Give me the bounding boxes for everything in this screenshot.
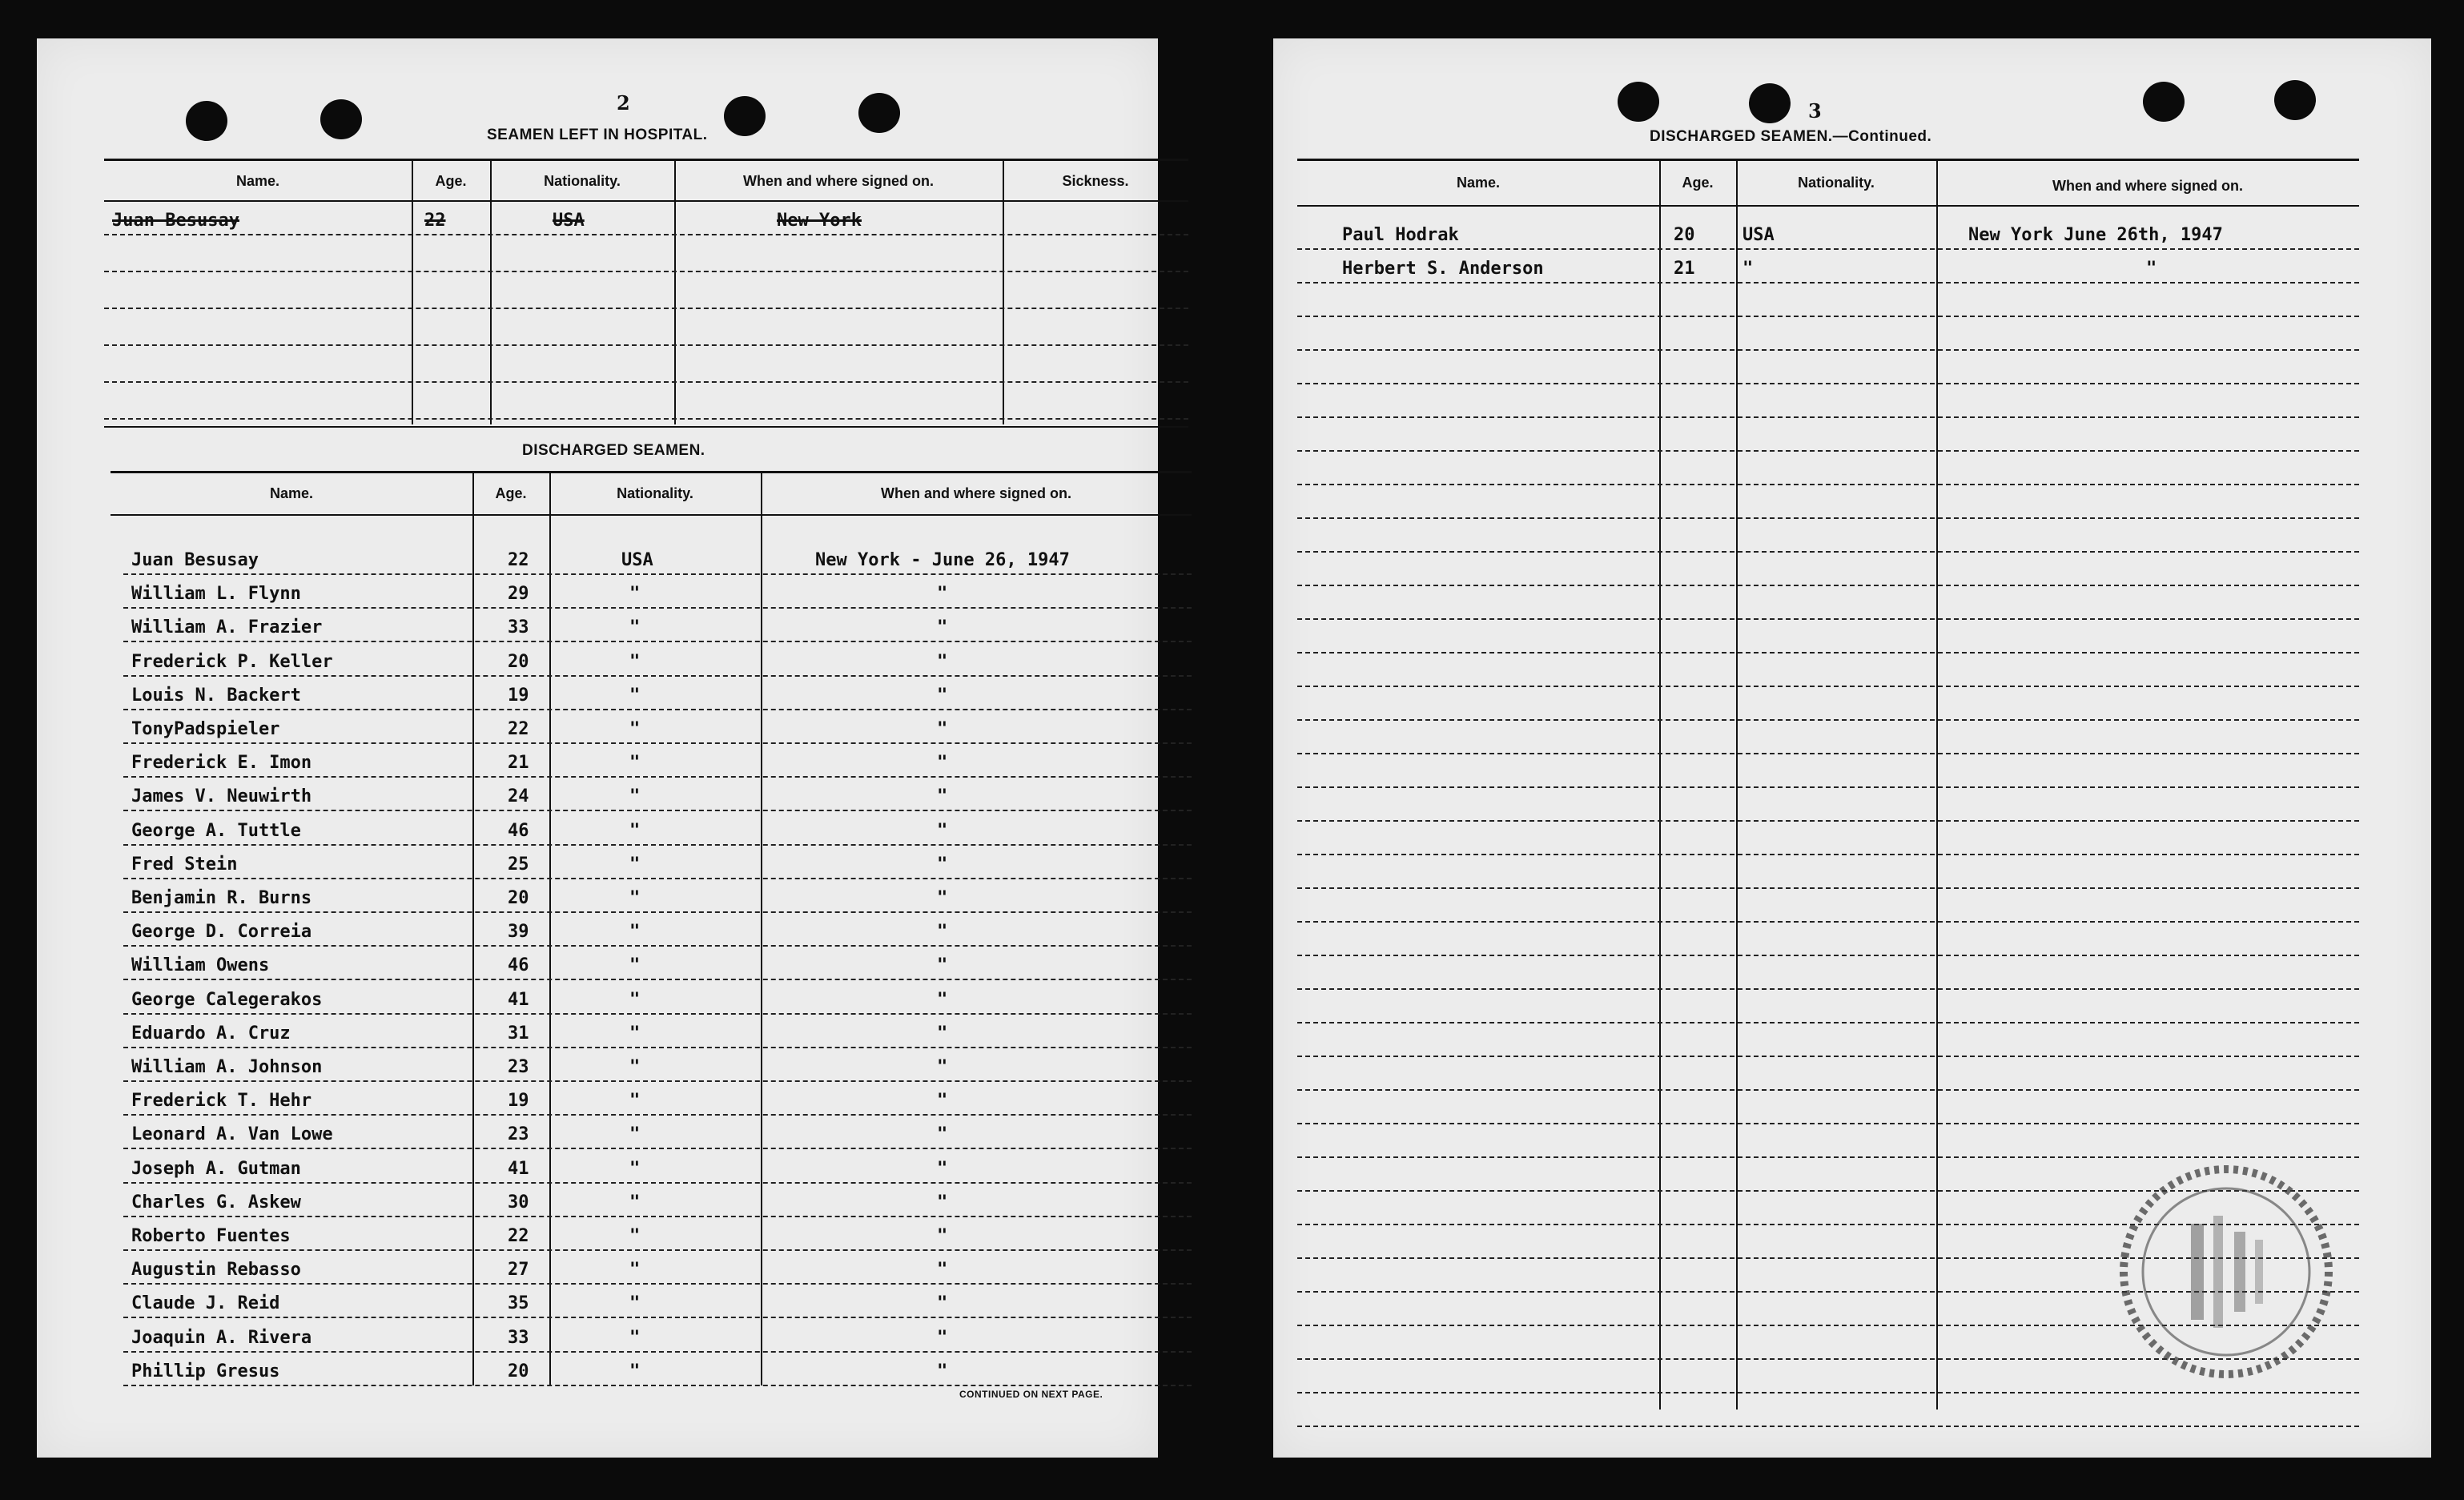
table-row (104, 275, 1188, 309)
table-row (123, 1285, 1192, 1318)
table-row (123, 812, 1192, 846)
seaman-name: Claude J. Reid (131, 1293, 280, 1314)
table-row (123, 1319, 1192, 1353)
seaman-nationality: " (629, 1091, 641, 1112)
seaman-name: Juan Besusay (131, 550, 259, 570)
seaman-nationality: " (629, 989, 641, 1010)
seaman-name: Paul Hodrak (1342, 225, 1459, 245)
seaman-name: Phillip Gresus (131, 1361, 280, 1381)
signed-on: New York (777, 211, 862, 231)
seaman-nationality: " (629, 753, 641, 774)
table-row (123, 643, 1192, 677)
dashed-rule (123, 1385, 1192, 1386)
signed-on: " (937, 719, 948, 739)
seaman-age: 20 (1674, 225, 1695, 245)
seaman-name: Louis N. Backert (131, 685, 301, 706)
punch-hole (320, 99, 362, 139)
signed-on: " (2146, 259, 2157, 279)
dashed-rule (104, 418, 1188, 420)
seaman-age: 20 (508, 888, 529, 908)
seaman-name: Benjamin R. Burns (131, 888, 312, 908)
seaman-name: Augustin Rebasso (131, 1260, 301, 1281)
table-row (123, 981, 1192, 1015)
table-row (123, 710, 1192, 744)
round-stamp-icon (2114, 1160, 2338, 1384)
page-number: 2 (617, 91, 630, 115)
table-rule (111, 514, 1192, 516)
seaman-name: William A. Johnson (131, 1057, 323, 1077)
blank-row (1297, 284, 2359, 317)
seaman-name: Eduardo A. Cruz (131, 1023, 291, 1044)
blank-row (1297, 1057, 2359, 1091)
seaman-nationality: USA (1742, 225, 1775, 245)
seaman-name: Herbert S. Anderson (1342, 259, 1544, 279)
table-row (123, 744, 1192, 778)
seaman-nationality: " (1742, 259, 1754, 279)
table-row (104, 349, 1188, 383)
blank-row (1297, 956, 2359, 990)
signed-on: New York - June 26, 1947 (815, 550, 1070, 570)
seaman-age: 31 (508, 1023, 529, 1044)
seaman-name: Frederick E. Imon (131, 753, 312, 774)
table-row (104, 202, 1188, 235)
left-page (37, 38, 1158, 1458)
seaman-age: 19 (508, 685, 529, 706)
table-row (123, 1048, 1192, 1082)
signed-on: " (937, 1226, 948, 1246)
seaman-age: 41 (508, 1158, 529, 1179)
table-row (123, 609, 1192, 642)
seaman-nationality: " (629, 1124, 641, 1145)
table-row (104, 386, 1188, 420)
seaman-age: 23 (508, 1124, 529, 1145)
table-row (123, 1251, 1192, 1285)
seaman-name: TonyPadspieler (131, 719, 280, 739)
punch-hole (724, 96, 766, 136)
table-row (123, 1353, 1192, 1386)
continued-note: CONTINUED ON NEXT PAGE. (959, 1389, 1103, 1400)
column-header-nationality: Nationality. (544, 173, 621, 189)
signed-on: " (937, 1293, 948, 1314)
seaman-nationality: " (629, 786, 641, 807)
table-row (123, 1184, 1192, 1217)
seaman-age: 19 (508, 1091, 529, 1112)
blank-row (1297, 855, 2359, 889)
seaman-nationality: " (629, 1293, 641, 1314)
seaman-nationality: " (629, 922, 641, 943)
punch-hole (2143, 82, 2185, 122)
column-header-age: Age. (495, 485, 527, 501)
dashed-rule (1297, 1426, 2359, 1427)
blank-row (1297, 519, 2359, 553)
seaman-name: Joseph A. Gutman (131, 1158, 301, 1179)
blank-row (1297, 822, 2359, 855)
blank-row (1297, 1393, 2359, 1427)
dashed-rule (104, 271, 1188, 272)
blank-row (1297, 754, 2359, 788)
seaman-name: Frederick P. Keller (131, 651, 333, 672)
table-row (123, 913, 1192, 947)
blank-row (1297, 990, 2359, 1023)
signed-on: " (937, 1192, 948, 1212)
seaman-age: 21 (508, 753, 529, 774)
dashed-rule (104, 308, 1188, 309)
punch-hole (858, 93, 900, 133)
column-header-age: Age. (435, 173, 467, 189)
blank-row (1297, 452, 2359, 485)
table-row (123, 778, 1192, 811)
seaman-age: 46 (508, 955, 529, 976)
table-row (123, 879, 1192, 913)
seaman-age: 33 (508, 617, 529, 638)
blank-row (1297, 1023, 2359, 1057)
seaman-nationality: " (629, 651, 641, 672)
seaman-name: Fred Stein (131, 854, 238, 875)
seaman-nationality: " (629, 854, 641, 875)
seaman-nationality: " (629, 955, 641, 976)
table-row (123, 947, 1192, 980)
seaman-name: Leonard A. Van Lowe (131, 1124, 333, 1145)
column-header-name: Name. (235, 173, 280, 189)
table-row (1297, 216, 2359, 250)
seaman-nationality: " (629, 888, 641, 908)
signed-on: " (937, 955, 948, 976)
seaman-nationality: " (629, 1361, 641, 1381)
column-header-nationality: Nationality. (617, 485, 693, 501)
table-rule (104, 426, 1188, 428)
seaman-nationality: " (629, 685, 641, 706)
seaman-age: 29 (508, 584, 529, 605)
punch-hole (1618, 82, 1659, 122)
table-row (123, 575, 1192, 609)
blank-row (1297, 721, 2359, 754)
seaman-name: William A. Frazier (131, 617, 323, 638)
blank-row (1297, 687, 2359, 721)
blank-row (1297, 889, 2359, 923)
hospital-section-title: SEAMEN LEFT IN HOSPITAL. (487, 127, 708, 143)
table-rule (1297, 205, 2359, 207)
signed-on: " (937, 1124, 948, 1145)
seaman-name: Juan Besusay (112, 211, 239, 231)
table-row (123, 541, 1192, 575)
blank-row (1297, 384, 2359, 418)
table-row (123, 1082, 1192, 1116)
table-rule (104, 159, 1188, 161)
column-header-sickness: Sickness. (1062, 173, 1129, 189)
blank-row (1297, 923, 2359, 956)
signed-on: " (937, 1260, 948, 1281)
seaman-nationality: USA (553, 211, 585, 231)
seaman-name: George D. Correia (131, 922, 312, 943)
seaman-age: 20 (508, 1361, 529, 1381)
table-row (123, 846, 1192, 879)
table-row (1297, 250, 2359, 284)
seaman-nationality: " (629, 1023, 641, 1044)
signed-on: " (937, 1158, 948, 1179)
column-header-signed-on: When and where signed on. (2052, 178, 2244, 194)
seaman-age: 30 (508, 1192, 529, 1212)
seaman-nationality: " (629, 1057, 641, 1077)
dashed-rule (104, 344, 1188, 346)
seaman-name: Joaquin A. Rivera (131, 1327, 312, 1348)
seaman-age: 35 (508, 1293, 529, 1314)
punch-hole (186, 101, 227, 141)
dashed-rule (104, 234, 1188, 235)
signed-on: " (937, 753, 948, 774)
column-header-signed-on: When and where signed on. (742, 173, 935, 189)
table-row (123, 1217, 1192, 1251)
table-row (123, 1150, 1192, 1184)
punch-hole (1749, 83, 1791, 123)
seaman-age: 33 (508, 1327, 529, 1348)
seaman-age: 27 (508, 1260, 529, 1281)
signed-on: " (937, 1327, 948, 1348)
seaman-age: 22 (508, 550, 529, 570)
signed-on: " (937, 1361, 948, 1381)
seaman-nationality: " (629, 584, 641, 605)
signed-on: " (937, 651, 948, 672)
blank-row (1297, 485, 2359, 519)
blank-row (1297, 1124, 2359, 1158)
seaman-nationality: " (629, 1260, 641, 1281)
table-rule (111, 471, 1192, 473)
seaman-name: Roberto Fuentes (131, 1226, 291, 1246)
signed-on: " (937, 786, 948, 807)
seaman-age: 24 (508, 786, 529, 807)
signed-on: " (937, 1091, 948, 1112)
seaman-name: George Calegerakos (131, 989, 323, 1010)
signed-on: " (937, 584, 948, 605)
signed-on: " (937, 820, 948, 841)
seaman-age: 22 (508, 719, 529, 739)
seaman-age: 46 (508, 820, 529, 841)
punch-hole (2274, 80, 2316, 120)
seaman-age: 25 (508, 854, 529, 875)
seaman-nationality: USA (621, 550, 653, 570)
signed-on: " (937, 617, 948, 638)
table-row (104, 312, 1188, 346)
seaman-age: 22 (424, 211, 446, 231)
signed-on: " (937, 685, 948, 706)
blank-row (1297, 317, 2359, 351)
signed-on: " (937, 854, 948, 875)
seaman-name: William Owens (131, 955, 270, 976)
signed-on: " (937, 1057, 948, 1077)
blank-row (1297, 553, 2359, 586)
seaman-nationality: " (629, 820, 641, 841)
continued-section-title: DISCHARGED SEAMEN.—Continued. (1650, 128, 1932, 145)
seaman-name: James V. Neuwirth (131, 786, 312, 807)
signed-on: " (937, 1023, 948, 1044)
column-header-name: Name. (1456, 175, 1501, 191)
seaman-nationality: " (629, 719, 641, 739)
dashed-rule (104, 381, 1188, 383)
blank-row (1297, 586, 2359, 620)
seaman-nationality: " (629, 1192, 641, 1212)
table-row (123, 1116, 1192, 1149)
table-row (123, 677, 1192, 710)
signed-on: " (937, 888, 948, 908)
column-header-name: Name. (269, 485, 314, 501)
right-page (1273, 38, 2431, 1458)
blank-row (1297, 351, 2359, 384)
seaman-nationality: " (629, 1327, 641, 1348)
blank-row (1297, 788, 2359, 822)
seaman-nationality: " (629, 617, 641, 638)
table-rule (1297, 159, 2359, 161)
blank-row (1297, 1091, 2359, 1124)
table-row (123, 1015, 1192, 1048)
page-number: 3 (1808, 99, 1822, 123)
signed-on: " (937, 922, 948, 943)
seaman-age: 41 (508, 989, 529, 1010)
blank-row (1297, 418, 2359, 452)
seaman-nationality: " (629, 1158, 641, 1179)
signed-on: New York June 26th, 1947 (1968, 225, 2223, 245)
seaman-name: William L. Flynn (131, 584, 301, 605)
seaman-age: 39 (508, 922, 529, 943)
discharged-section-title: DISCHARGED SEAMEN. (522, 442, 705, 459)
seaman-age: 23 (508, 1057, 529, 1077)
column-header-nationality: Nationality. (1798, 175, 1875, 191)
signed-on: " (937, 989, 948, 1010)
seaman-age: 20 (508, 651, 529, 672)
table-row (104, 239, 1188, 272)
seaman-name: Frederick T. Hehr (131, 1091, 312, 1112)
column-header-signed-on: When and where signed on. (880, 485, 1072, 501)
seaman-age: 22 (508, 1226, 529, 1246)
seaman-age: 21 (1674, 259, 1695, 279)
blank-row (1297, 620, 2359, 653)
column-header-age: Age. (1682, 175, 1714, 191)
blank-row (1297, 653, 2359, 687)
seaman-nationality: " (629, 1226, 641, 1246)
seaman-name: Charles G. Askew (131, 1192, 301, 1212)
seaman-name: George A. Tuttle (131, 820, 301, 841)
